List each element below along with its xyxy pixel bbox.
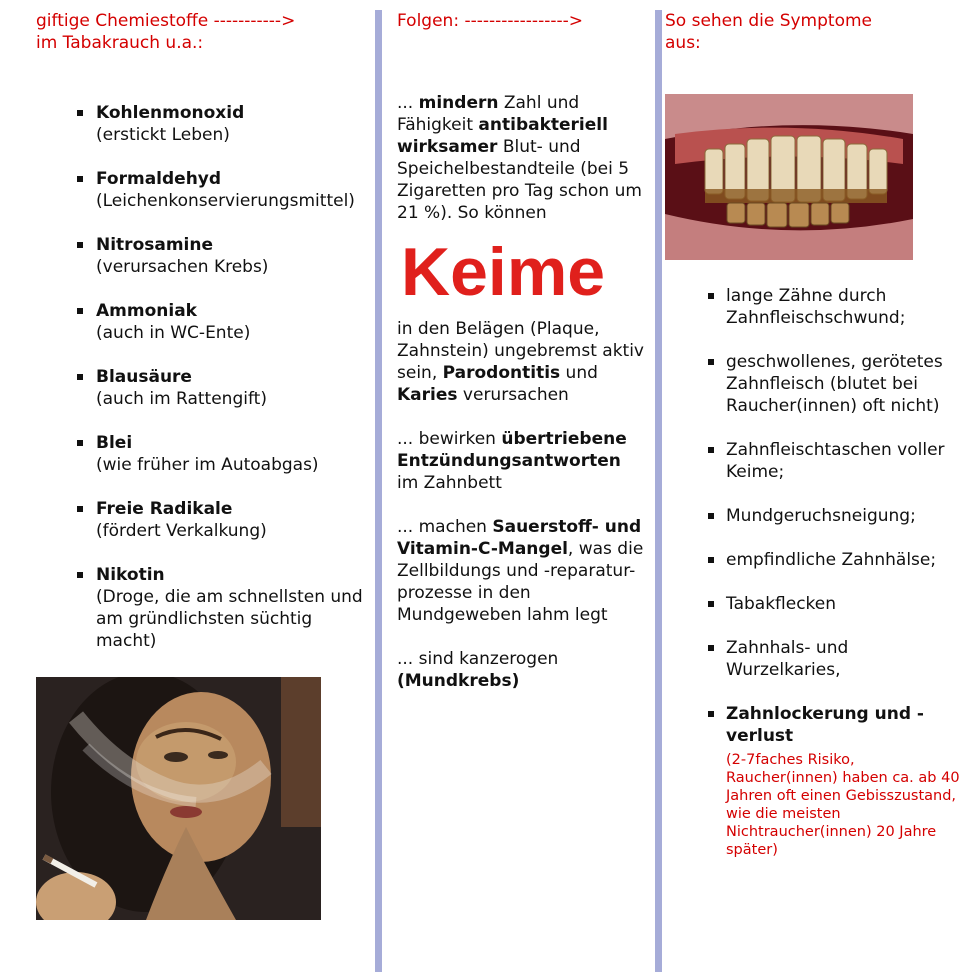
bullet-icon xyxy=(77,242,83,248)
bullet-icon xyxy=(77,176,83,182)
toxin-desc: (Droge, die am schnellsten und am gründlichsten süchtig macht) xyxy=(96,587,363,651)
toxins-heading: giftige Chemiestoffe -----------> im Tabakrauch u.a.: xyxy=(36,11,296,53)
bullet-icon xyxy=(77,572,83,578)
bullet-icon xyxy=(708,711,714,717)
list-item xyxy=(36,168,374,212)
toxin-desc: (fördert Verkalkung) xyxy=(96,521,267,541)
list-item xyxy=(36,498,374,542)
bullet-icon xyxy=(708,557,714,563)
toxin-name: Nitrosamine xyxy=(96,235,214,255)
text: ... sind kanzerogen xyxy=(397,649,559,669)
toxin-name: Freie Radikale xyxy=(96,499,233,519)
risk-note: (2-7faches Risiko, Raucher(innen) haben ca. ab 40 Jahren oft einen Gebisszustand, wie die meisten Nichtraucher(innen) 20 Jahre später) xyxy=(726,752,960,858)
toxin-desc: (wie früher im Autoabgas) xyxy=(96,455,319,475)
list-item xyxy=(36,234,374,278)
text: ... machen xyxy=(397,517,493,537)
bullet-icon xyxy=(77,374,83,380)
list-item xyxy=(36,300,374,344)
column-divider-right xyxy=(655,10,662,972)
toxins-list xyxy=(36,102,374,652)
text-bold: Parodontitis xyxy=(442,363,561,383)
list-item xyxy=(36,432,374,476)
symptom-text: Zahnfleischtaschen voller Keime; xyxy=(726,440,945,482)
paragraph-defense xyxy=(397,92,647,224)
text-bold: Sauerstoff- und Vitamin-C-Mangel xyxy=(397,517,642,559)
text: im Zahnbett xyxy=(397,473,502,493)
text-bold: mindern xyxy=(418,93,499,113)
text: Zahl und Fähigkeit xyxy=(397,93,580,135)
list-item xyxy=(665,549,965,571)
toxin-name: Blausäure xyxy=(96,367,192,387)
toxins-column xyxy=(36,0,374,674)
text: , was die Zellbildungs und -reparatur-prozesse in den Mundgeweben lahm legt xyxy=(397,539,644,625)
symptom-text: Mundgeruchsneigung; xyxy=(726,506,916,526)
list-item xyxy=(665,351,965,417)
toxin-desc: (erstickt Leben) xyxy=(96,125,230,145)
text: verursachen xyxy=(457,385,569,405)
bullet-icon xyxy=(708,645,714,651)
list-item xyxy=(665,439,965,483)
toxin-name: Nikotin xyxy=(96,565,165,585)
text-bold: antibakteriell wirksamer xyxy=(397,115,608,157)
toxin-name: Formaldehyd xyxy=(96,169,222,189)
symptom-text: lange Zähne durch Zahnfleischschwund; xyxy=(726,286,906,328)
text: Blut- und Speichelbestandteile (bei 5 Zigaretten pro Tag schon um 21 %). So können xyxy=(397,137,642,223)
toxin-desc: (Leichenkonservierungsmittel) xyxy=(96,191,355,211)
symptom-text: empfindliche Zahnhälse; xyxy=(726,550,937,570)
symptoms-list xyxy=(665,285,965,881)
paragraph-cancer xyxy=(397,648,647,692)
text-bold: (Mundkrebs) xyxy=(397,671,520,691)
text-bold: übertriebene Entzündungsantworten xyxy=(397,429,627,471)
list-item xyxy=(665,703,965,859)
paragraph-plaque xyxy=(397,318,647,406)
toxin-name: Kohlenmonoxid xyxy=(96,103,245,123)
column-divider-left xyxy=(375,10,382,972)
list-item xyxy=(665,593,965,615)
symptom-text: geschwollenes, gerötetes Zahnfleisch (blutet bei Raucher(innen) oft nicht) xyxy=(726,352,943,416)
bullet-icon xyxy=(77,440,83,446)
bullet-icon xyxy=(77,506,83,512)
consequences-column xyxy=(397,0,647,692)
toxin-desc: (verursachen Krebs) xyxy=(96,257,269,277)
bullet-icon xyxy=(708,293,714,299)
symptom-text: Tabakflecken xyxy=(726,594,837,614)
text: ... xyxy=(397,93,419,113)
text: in den Belägen (Plaque, Zahnstein) ungebremst aktiv sein, xyxy=(397,319,644,383)
bullet-icon xyxy=(708,513,714,519)
keime-title: Keime xyxy=(401,234,606,310)
smoking-woman-photo xyxy=(36,677,321,920)
text-bold: Karies xyxy=(397,385,458,405)
symptom-text: Zahnhals- und Wurzelkaries, xyxy=(726,638,849,680)
symptoms-heading: So sehen die Symptome aus: xyxy=(665,11,872,53)
teeth-illustration xyxy=(665,94,913,260)
toxin-name: Ammoniak xyxy=(96,301,197,321)
list-item xyxy=(36,102,374,146)
bullet-icon xyxy=(77,308,83,314)
toxin-desc: (auch in WC-Ente) xyxy=(96,323,251,343)
paragraph-deficiency xyxy=(397,516,647,626)
toxin-desc: (auch im Rattengift) xyxy=(96,389,267,409)
text: ... bewirken xyxy=(397,429,502,449)
bullet-icon xyxy=(77,110,83,116)
paragraph-inflammation xyxy=(397,428,647,494)
bullet-icon xyxy=(708,447,714,453)
list-item xyxy=(665,637,965,681)
consequences-heading: Folgen: -----------------> xyxy=(397,11,583,31)
list-item xyxy=(665,505,965,527)
smoking-woman-illustration xyxy=(36,677,321,920)
teeth-photo xyxy=(665,94,913,260)
list-item xyxy=(665,285,965,329)
bullet-icon xyxy=(708,359,714,365)
list-item xyxy=(36,564,374,652)
bullet-icon xyxy=(708,601,714,607)
symptom-text-bold: Zahnlockerung und -verlust xyxy=(726,704,924,746)
text: und xyxy=(560,363,598,383)
list-item xyxy=(36,366,374,410)
toxin-name: Blei xyxy=(96,433,133,453)
